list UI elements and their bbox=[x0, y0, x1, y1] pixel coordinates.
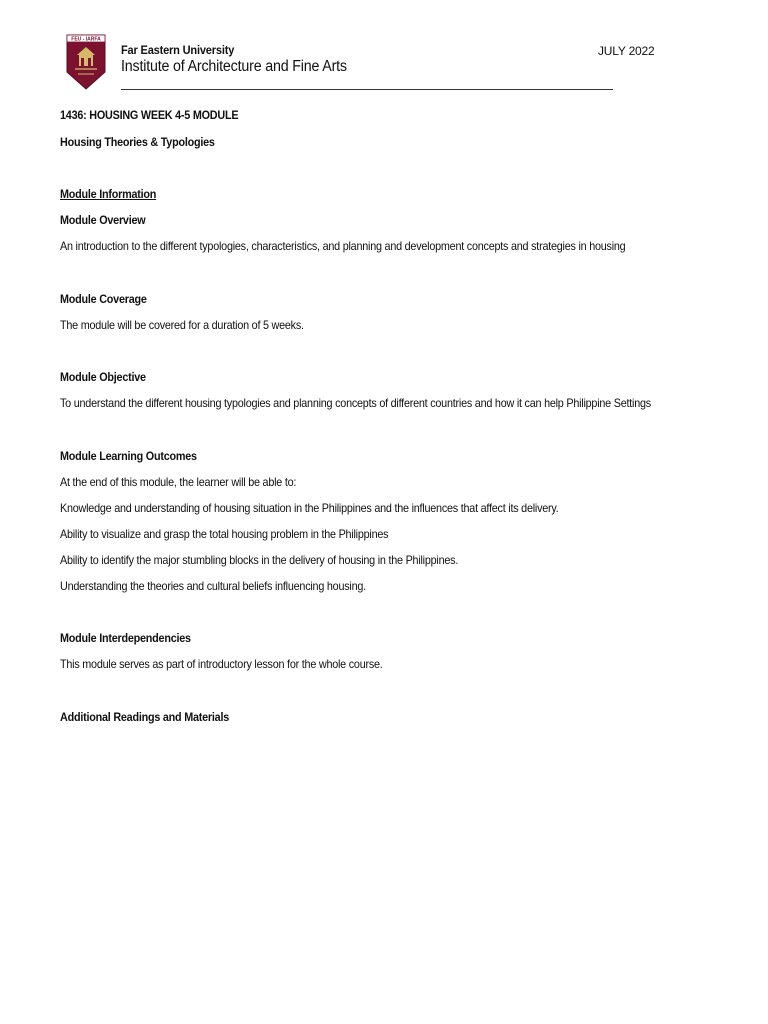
coverage-heading: Module Coverage bbox=[60, 292, 147, 306]
objective-text: To understand the different housing typologies and planning concepts of different countries and how it can help Philippine Settings bbox=[60, 396, 651, 410]
document-date: JULY 2022 bbox=[598, 44, 655, 58]
objective-heading: Module Objective bbox=[60, 370, 146, 384]
learning-outcome-item: Ability to visualize and grasp the total housing problem in the Philippines bbox=[60, 527, 389, 541]
overview-text: An introduction to the different typologies, characteristics, and planning and development concepts and strategies in housing bbox=[60, 239, 626, 253]
learning-outcome-item: Knowledge and understanding of housing situation in the Philippines and the influences that affect its delivery. bbox=[60, 501, 559, 515]
interdependencies-heading: Module Interdependencies bbox=[60, 631, 191, 645]
module-title: 1436: HOUSING WEEK 4-5 MODULE bbox=[60, 108, 239, 122]
module-information-heading: Module Information bbox=[60, 187, 157, 201]
module-subtitle: Housing Theories & Typologies bbox=[60, 135, 215, 149]
learning-outcome-item: Ability to identify the major stumbling blocks in the delivery of housing in the Philippines. bbox=[60, 553, 459, 567]
learning-outcome-item: Understanding the theories and cultural beliefs influencing housing. bbox=[60, 579, 366, 593]
learning-outcomes-heading: Module Learning Outcomes bbox=[60, 449, 197, 463]
institute-name: Institute of Architecture and Fine Arts bbox=[121, 58, 347, 75]
logo-text: FEU - IARFA bbox=[71, 36, 101, 43]
header-divider bbox=[121, 89, 613, 90]
additional-readings-heading: Additional Readings and Materials bbox=[60, 710, 230, 724]
interdependencies-text: This module serves as part of introductory lesson for the whole course. bbox=[60, 657, 383, 671]
overview-heading: Module Overview bbox=[60, 213, 146, 227]
learning-outcomes-intro: At the end of this module, the learner will be able to: bbox=[60, 475, 297, 489]
university-name: Far Eastern University bbox=[121, 43, 235, 57]
feu-iarfa-logo bbox=[66, 34, 106, 90]
coverage-text: The module will be covered for a duration of 5 weeks. bbox=[60, 318, 304, 332]
